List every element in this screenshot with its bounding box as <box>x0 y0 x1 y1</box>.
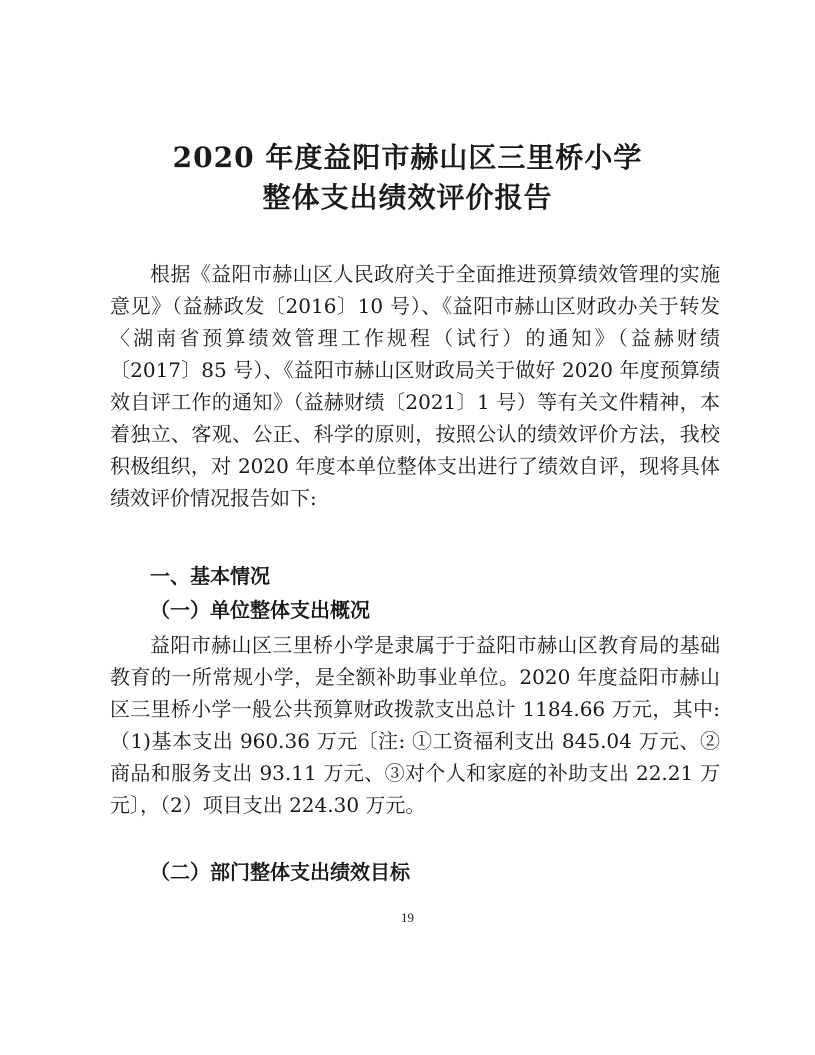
overview-paragraph: 益阳市赫山区三里桥小学是隶属于于益阳市赫山区教育局的基础教育的一所常规小学，是全额补助事业单位。2020 年度益阳市赫山区三里桥小学一般公共预算财政拨款支出总计 1184.66 万元，其中:（1)基本支出 960.36 万元〔注: ①工资福利支出 845.04 万元、②商品和服务支出 93.11 万元、③对个人和家庭的补助支出 22.21 万元〕，（2）项目支出 224.30 万元。 <box>110 633 720 817</box>
report-title-line-1: 2020 年度益阳市赫山区三里桥小学 <box>172 141 643 174</box>
intro-paragraph: 根据《益阳市赫山区人民政府关于全面推进预算绩效管理的实施意见》（益赫政发〔2016〕10 号）、《益阳市赫山区财政办关于转发〈湖南省预算绩效管理工作规程（试行）的通知》（益赫财绩〔2017〕85 号）、《益阳市赫山区财政局关于做好 2020 年度预算绩效自评工作的通知》（益赫财绩〔2021〕1 号）等有关文件精神，本着独立、客观、公正、科学的原则，按照公认的绩效评价方法，我校积极组织，对 2020 年度本单位整体支出进行了绩效自评，现将具体绩效评价情况报告如下: <box>110 262 720 510</box>
section-heading-basic-info: 一、基本情况 <box>150 564 270 588</box>
subsection-heading-overview: （一）单位整体支出概况 <box>150 598 370 622</box>
subsection-heading-targets: （二）部门整体支出绩效目标 <box>150 860 410 884</box>
report-title-line-2: 整体支出绩效评价报告 <box>262 181 553 214</box>
page-number: 19 <box>401 910 414 925</box>
